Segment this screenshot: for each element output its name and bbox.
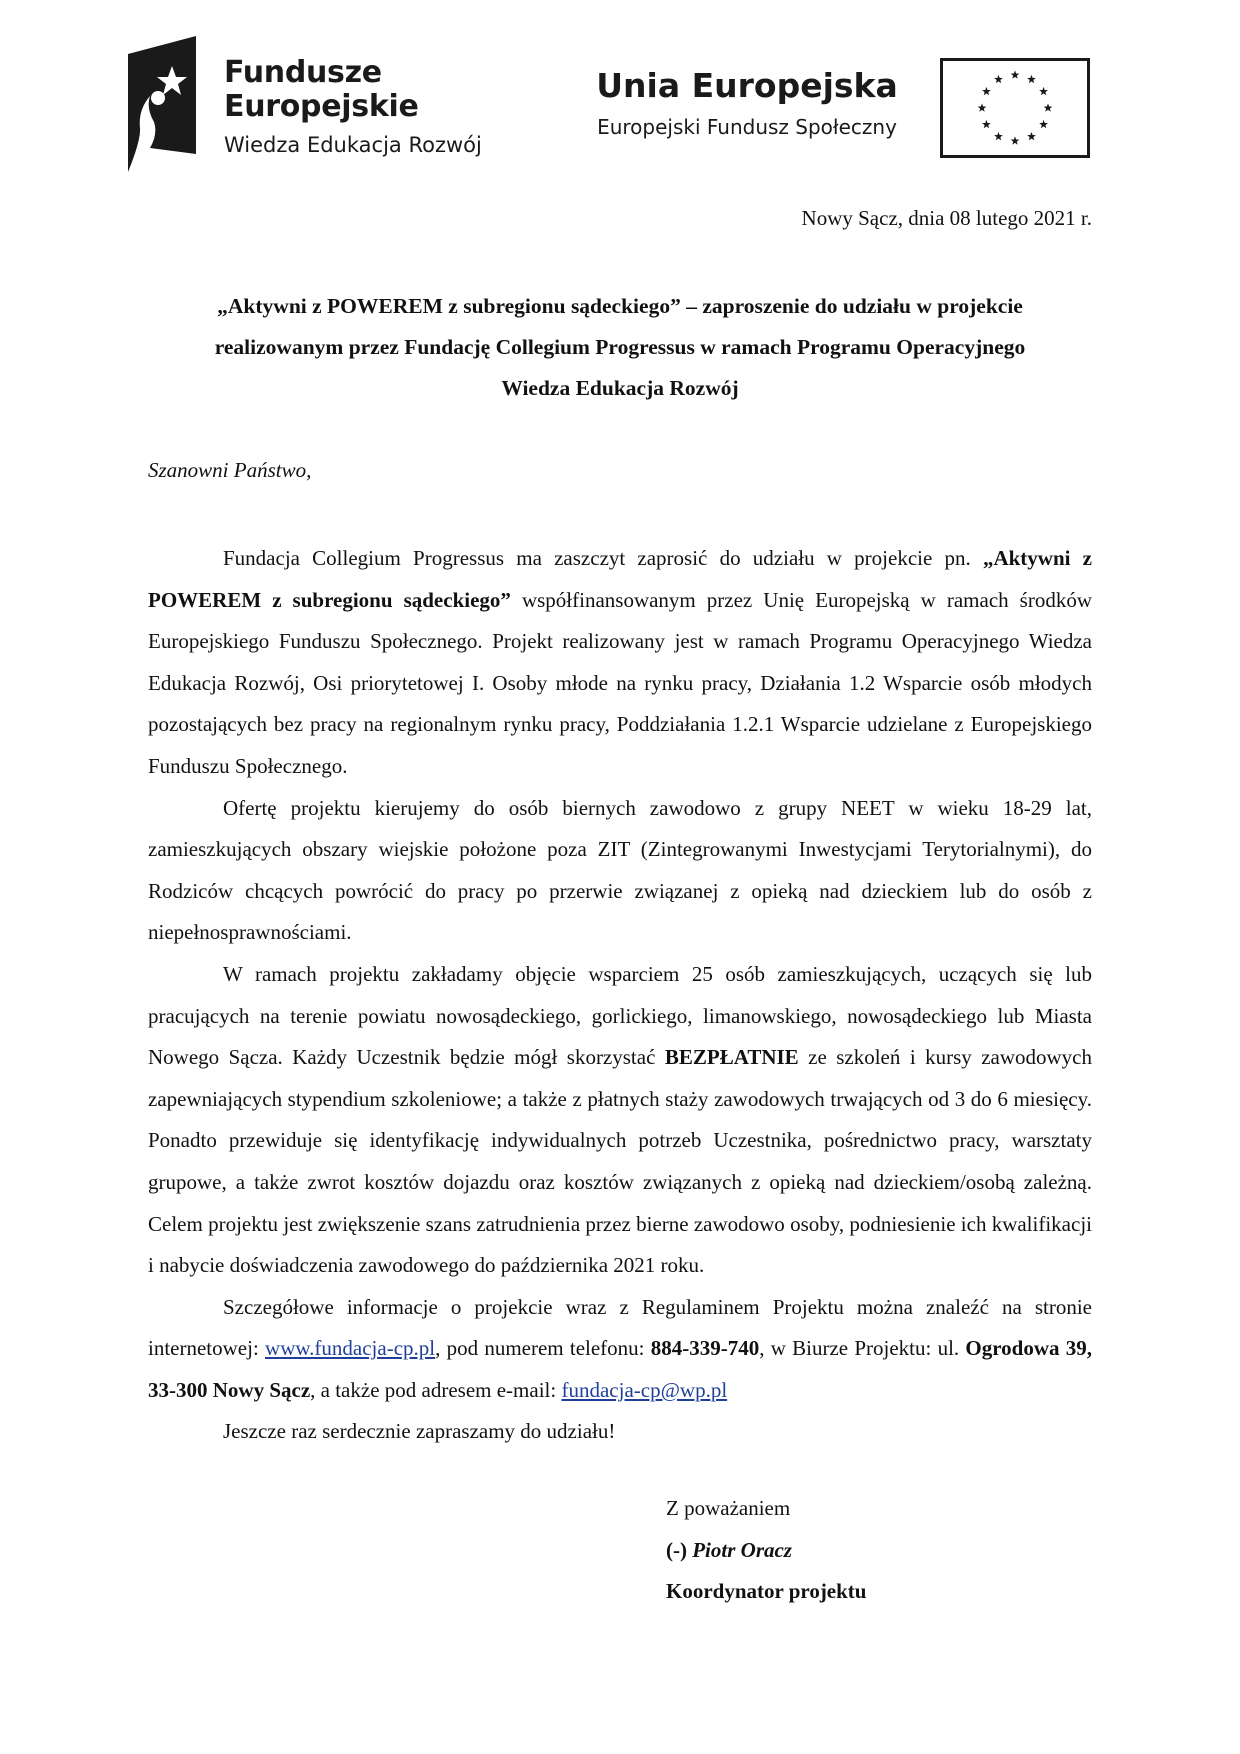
title-line1: „Aktywni z POWEREM z subregionu sądeckiego” – zaproszenie do udziału w projekcie: [217, 294, 1023, 318]
p4-text-d: , a także pod adresem e-mail:: [310, 1377, 557, 1402]
ue-logo-line1: Unia Europejska: [596, 66, 898, 105]
signer-prefix: (-): [666, 1537, 687, 1562]
paragraph-2: Ofertę projektu kierujemy do osób biernych zawodowo z grupy NEET w wieku 18-29 lat, zamieszkujących obszary wiejskie położone poza ZIT (Zintegrowanymi Inwestycjami Terytorialnymi), do Rodziców chcących powrócić do pracy po przerwie związanej z opieką nad dzieckiem lub do osób z niepełnosprawnościami.: [148, 795, 1092, 945]
title-line3: Wiedza Edukacja Rozwój: [501, 376, 739, 400]
paragraph-4: [148, 1287, 1092, 1412]
p4-text-b: , pod numerem telefonu:: [435, 1336, 645, 1361]
phone-number: 884-339-740: [650, 1336, 760, 1361]
p4-text-a: Szczegółowe informacje o projekcie wraz z Regulaminem Projektu można znaleźć na stronie internetowej:: [148, 1294, 1092, 1361]
fundusze-europejskie-text: [224, 56, 482, 162]
letter-date: Nowy Sącz, dnia 08 lutego 2021 r.: [801, 206, 1092, 230]
paragraph-3: [148, 954, 1092, 1287]
signer-role: Koordynator projektu: [666, 1579, 867, 1604]
fe-logo-line3: Wiedza Edukacja Rozwój: [224, 133, 482, 157]
ue-logo-line2: Europejski Fundusz Społeczny: [597, 115, 897, 139]
office-address: Ogrodowa 39, 33-300 Nowy Sącz: [148, 1336, 1092, 1402]
p4-text-c: , w Biurze Projektu: ul.: [759, 1336, 960, 1361]
project-name: „Aktywni z POWEREM z subregionu sądeckiego”: [148, 546, 1092, 612]
signer: [666, 1530, 866, 1572]
title-line2: realizowanym przez Fundację Collegium Progressus w ramach Programu Operacyjnego: [214, 335, 1026, 359]
email-link[interactable]: fundacja-cp@wp.pl: [561, 1377, 728, 1402]
eu-flag-icon: [940, 58, 1090, 158]
p3-text-b: ze szkoleń i kursy zawodowych zapewniających stypendium szkoleniowe; a także z płatnych staży zawodowych trwających od 3 do 6 miesięcy. Ponadto przewiduje się identyfikację indywidualnych potrzeb Uczestnika, pośrednictwo pracy, warsztaty grupowe, a także zwrot kosztów dojazdu oraz kosztów związanych z opieką nad dzieckiem/osobą zależną. Celem projektu jest zwiększenie szans zatrudnienia przez bierne zawodowo osoby, podniesienie ich kwalifikacji i nabycie doświadczenia zawodowego do października 2021 roku.: [148, 1045, 1093, 1278]
fe-logo-line2: Europejskie: [224, 89, 419, 124]
closing: Z poważaniem: [666, 1496, 791, 1520]
unia-europejska-logo-text: [588, 66, 906, 142]
paragraph-5: Jeszcze raz serdecznie zapraszamy do udziału!: [223, 1419, 616, 1444]
website-link[interactable]: www.fundacja-cp.pl: [265, 1336, 436, 1361]
fundusze-europejskie-logo: [128, 36, 508, 176]
free-of-charge-emphasis: BEZPŁATNIE: [664, 1045, 799, 1070]
paragraph-1: [148, 538, 1092, 788]
p3-text-a: W ramach projektu zakładamy objęcie wsparciem 25 osób zamieszkujących, uczących się lub pracujących na terenie powiatu nowosądeckiego, gorlickiego, limanowskiego, nowosądeckiego lub Miasta Nowego Sącza. Każdy Uczestnik będzie mógł skorzystać: [148, 961, 1092, 1070]
salutation: Szanowni Państwo,: [148, 458, 312, 482]
p1-text-b: współfinansowanym przez Unię Europejską w ramach środków Europejskiego Funduszu Społecznego. Projekt realizowany jest w ramach Programu Operacyjnego Wiedza Edukacja Rozwój, Osi priorytetowej I. Osoby młode na rynku pracy, Działania 1.2 Wsparcie osób młodych pozostających bez pracy na regionalnym rynku pracy, Poddziałania 1.2.1 Wsparcie udzielane z Europejskiego Funduszu Społecznego.: [148, 587, 1093, 778]
fundusze-europejskie-mark-icon: [128, 36, 196, 172]
p1-text-a: Fundacja Collegium Progressus ma zaszczyt zaprosić do udziału w projekcie pn.: [223, 546, 971, 570]
signer-name: Piotr Oracz: [692, 1537, 792, 1562]
letter-body: [148, 538, 1092, 1453]
letter-title: [148, 286, 1092, 409]
signature-block: [666, 1488, 866, 1613]
fe-logo-line1: Fundusze: [224, 55, 382, 90]
